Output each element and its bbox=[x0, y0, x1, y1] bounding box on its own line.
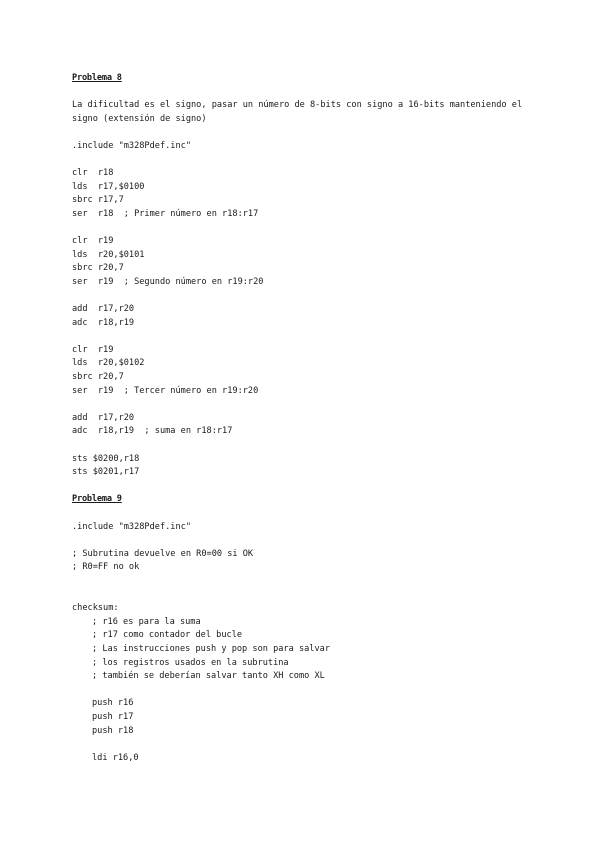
code-line: ser r18 ; Primer número en r18:r17 bbox=[72, 208, 259, 219]
comment-line: ; también se deberían salvar tanto XH como XL bbox=[92, 671, 325, 682]
code-line: ser r19 ; Tercer número en r19:r20 bbox=[72, 385, 259, 396]
code-line: sts $0201,r17 bbox=[72, 467, 140, 478]
comment-line: ; Las instrucciones push y pop son para salvar bbox=[92, 643, 330, 654]
code-line: clr r19 bbox=[72, 236, 114, 247]
code-line: sbrc r20,7 bbox=[72, 263, 124, 274]
code-line: push r18 bbox=[92, 725, 134, 736]
code-line: lds r20,$0102 bbox=[72, 358, 145, 369]
code-line: sbrc r20,7 bbox=[72, 372, 124, 383]
comment-line: ; los registros usados en la subrutina bbox=[92, 657, 289, 668]
include-directive: .include "m328Pdef.inc" bbox=[72, 521, 191, 532]
code-line: adc r18,r19 ; suma en r18:r17 bbox=[72, 426, 233, 437]
subroutine-label: checksum: bbox=[72, 603, 119, 614]
comment-line: ; r16 es para la suma bbox=[92, 616, 201, 627]
comment-line: ; r17 como contador del bucle bbox=[92, 630, 243, 641]
problema-8-heading: Problema 8 bbox=[72, 73, 122, 83]
code-line: ldi r16,0 bbox=[92, 752, 139, 763]
code-line: sbrc r17,7 bbox=[72, 195, 124, 206]
code-line: push r17 bbox=[92, 711, 134, 722]
problema-9-heading: Problema 9 bbox=[72, 494, 122, 505]
problema-8-intro-line-1: La dificultad es el signo, pasar un número de 8-bits con signo a 16-bits manteniendo el bbox=[72, 100, 523, 111]
code-line: clr r18 bbox=[72, 168, 114, 179]
code-line: ser r19 ; Segundo número en r19:r20 bbox=[72, 276, 264, 287]
comment-line: ; R0=FF no ok bbox=[72, 562, 140, 573]
code-line: add r17,r20 bbox=[72, 412, 135, 423]
code-line: clr r19 bbox=[72, 344, 114, 355]
code-line: lds r17,$0100 bbox=[72, 181, 145, 192]
code-line: push r16 bbox=[92, 698, 134, 709]
include-directive: .include "m328Pdef.inc" bbox=[72, 140, 191, 151]
code-line: add r17,r20 bbox=[72, 304, 135, 315]
code-line: sts $0200,r18 bbox=[72, 453, 140, 464]
code-line: lds r20,$0101 bbox=[72, 249, 145, 260]
problema-8-intro-line-2: signo (extensión de signo) bbox=[72, 113, 207, 124]
code-line: adc r18,r19 bbox=[72, 317, 135, 328]
document-page bbox=[72, 72, 532, 765]
comment-line: ; Subrutina devuelve en R0=00 si OK bbox=[72, 548, 254, 559]
